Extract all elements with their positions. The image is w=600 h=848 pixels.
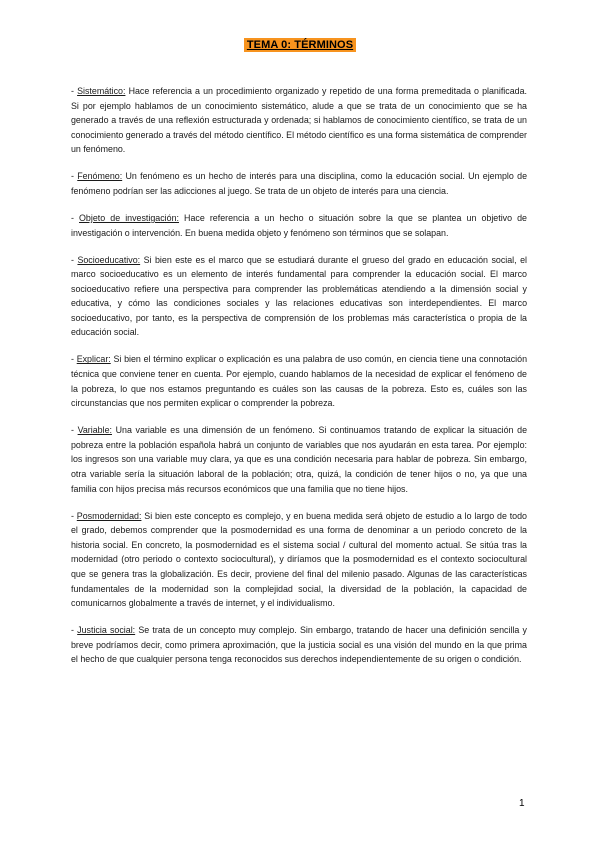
definition-objeto-investigacion: Hace referencia a un hecho o situación sobre la que se plantea un objetivo de investigación o intervención. En buena medida objeto y fenómeno son términos que se solapan. [71, 212, 527, 238]
definition-posmodernidad: Si bien este concepto es complejo, y en buena medida será objeto de estudio a lo largo de todo el grado, debemos comprender que la posmodernidad es una forma de denominar a un periodo concreto de la historia social. En concreto, la posmodernidad es el sistema social / cultural del momento actual. Se sitúa tras la modernidad (otro periodo o contexto sociocultural), y diríamos que la posmodernidad es el contexto sociocultural que se genera tras la globalización. Es decir, proviene del final del milenio pasado. Algunas de las características fundamentales de la modernidad son la complejidad social, la diversidad de la población, la capacidad de comunicarnos globalmente a través de internet, y el individualismo. [71, 510, 527, 609]
definition-variable: Una variable es una dimensión de un fenómeno. Si continuamos tratando de explicar la situación de pobreza entre la población española habrá un conjunto de variables que nos ayudarán en esta tarea. Por ejemplo: los ingresos son una variable muy clara, ya que es una condición necesaria para hablar de pobreza. Sin embargo, otra variable sería la situación laboral de la población; otra, quizá, la condición de tener hijos o no, ya que una familia con hijos precisa más recursos económicos que una familia que no tiene hijos. [71, 425, 528, 494]
bullet-dash: - [71, 254, 78, 265]
bullet-dash: - [71, 86, 78, 96]
title-container [0, 35, 600, 53]
paragraph-objeto-investigacion [71, 211, 527, 240]
term-fenomeno: Fenómeno: [77, 171, 123, 182]
document-body [71, 84, 527, 679]
term-explicar: Explicar: [76, 354, 111, 365]
paragraph-justicia-social [71, 623, 527, 667]
definition-explicar: Si bien el término explicar o explicación es una palabra de uso común, en ciencia tiene una connotación técnica que conviene tener en cuenta. Por ejemplo, cuando hablamos de la necesidad de explicar el fenómeno de la pobreza, lo que nos estamos preguntando es cuáles son las causas de la pobreza. Esto es, cuáles son las circunstancias que nos permiten explicar o comprender la pobreza. [71, 354, 528, 409]
paragraph-variable [71, 423, 527, 496]
definition-sistematico: Hace referencia a un procedimiento organizado y repetido de una forma premeditada o planificada. Si por ejemplo hablamos de un conocimiento sistemático, alude a que se trata de un conocimiento que se ha generado a través de una reflexión estructurada y ordenada; si hablamos de conocimiento científico, se trata de un conocimiento generado a través del método científico. El método científico es una forma sistemática de comprender un fenómeno. [71, 86, 527, 155]
term-socioeducativo: Socioeducativo: [77, 254, 141, 265]
bullet-dash: - [71, 354, 77, 365]
paragraph-posmodernidad [71, 509, 527, 611]
bullet-dash: - [71, 425, 78, 436]
bullet-dash: - [71, 171, 78, 182]
term-variable: Variable: [77, 425, 112, 436]
bullet-dash: - [71, 510, 77, 521]
bullet-dash: - [71, 625, 78, 636]
term-objeto-investigacion: Objeto de investigación: [79, 212, 179, 223]
paragraph-explicar [71, 352, 527, 410]
term-posmodernidad: Posmodernidad: [76, 510, 142, 521]
bullet-dash: - [71, 212, 80, 223]
term-sistematico: Sistemático: [77, 86, 126, 96]
page-number: 1 [519, 798, 525, 809]
document-title: TEMA 0: TÉRMINOS [244, 38, 356, 52]
definition-socioeducativo: Si bien este es el marco que se estudiará durante el grueso del grado en educación social, el marco socioeducativo es un elemento de interés fundamental para comprender la educación social. El marco socioeducativo refiere una perspectiva para comprender las problemáticas atendiendo a la dimensión social y educativa, y cómo las condiciones sociales y las relaciones educativas son interdependientes. El marco socioeducativo, por tanto, es la perspectiva de comprensión de los problemas más característica o propia de la educación social. [71, 254, 528, 338]
paragraph-sistematico [71, 84, 527, 157]
term-justicia-social: Justicia social: [77, 625, 136, 636]
definition-justicia-social: Se trata de un concepto muy complejo. Sin embargo, tratando de hacer una definición sencilla y breve podríamos decir, como primera aproximación, que la justicia social es una visión del mundo en la que prima el hecho de que cualquier persona tenga reconocidos sus derechos independientemente de su origen o condición. [71, 625, 527, 665]
paragraph-fenomeno [71, 169, 527, 198]
paragraph-socioeducativo [71, 253, 527, 341]
definition-fenomeno: Un fenómeno es un hecho de interés para una disciplina, como la educación social. Un ejemplo de fenómeno podrían ser las adicciones al juego. Se trata de un objeto de interés para una ciencia. [71, 171, 528, 196]
